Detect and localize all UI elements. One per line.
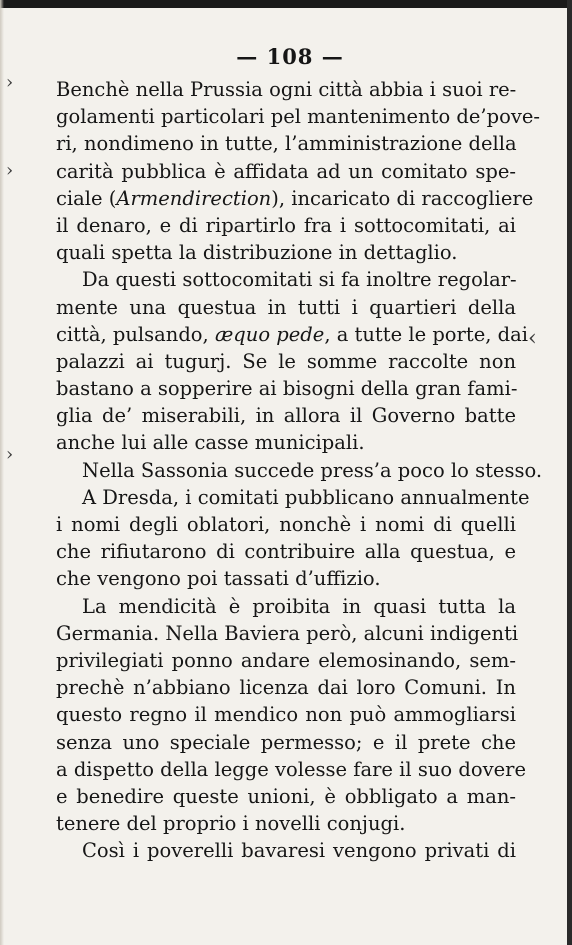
italic-text-run: æquo pede bbox=[214, 322, 325, 346]
text-run: città, pulsando, bbox=[56, 322, 215, 346]
text-line bbox=[56, 185, 534, 212]
text-line: bastano a sopperire ai bisogni della gran fami- bbox=[56, 377, 518, 401]
text-run: ciale ( bbox=[56, 186, 117, 210]
page-text-block bbox=[56, 42, 543, 864]
page-left-shadow bbox=[0, 0, 4, 945]
text-line: carità pubblica è affidata ad un comitato spe- bbox=[56, 159, 516, 183]
text-line: ri, nondimeno in tutte, l’amministrazione della bbox=[56, 132, 517, 156]
text-run: ), incaricato di raccogliere bbox=[271, 186, 534, 210]
margin-mark: › bbox=[6, 160, 14, 181]
text-line: glia de’ miserabili, in allora il Governo batte bbox=[56, 404, 516, 428]
text-line: il denaro, e di ripartirlo fra i sottocomitati, ai bbox=[56, 213, 516, 237]
text-line: palazzi ai tugurj. Se le somme raccolte non bbox=[56, 349, 516, 373]
text-line: privilegiati ponno andare elemosinando, sem- bbox=[56, 648, 516, 672]
text-line: che rifiutarono di contribuire alla questua, e bbox=[56, 540, 516, 564]
text-line: anche lui alle casse municipali. bbox=[56, 431, 365, 455]
margin-mark: ‹ bbox=[528, 326, 537, 351]
text-line: che vengono poi tassati d’uffizio. bbox=[56, 567, 381, 591]
text-line: mente una questua in tutti i quartieri della bbox=[56, 295, 516, 319]
text-line: A Dresda, i comitati pubblicano annualmente bbox=[82, 485, 530, 509]
italic-text-run: Armendirection bbox=[116, 186, 272, 210]
text-line: Da questi sottocomitati si fa inoltre regolar- bbox=[82, 268, 517, 292]
text-line bbox=[56, 321, 528, 348]
text-line: questo regno il mendico non può ammogliarsi bbox=[56, 703, 516, 727]
page-top-edge bbox=[0, 0, 572, 8]
text-line: golamenti particolari pel mantenimento de’pove- bbox=[56, 105, 540, 129]
text-line: prechè n’abbiano licenza dai loro Comuni. In bbox=[56, 676, 516, 700]
text-line: quali spetta la distribuzione in dettaglio. bbox=[56, 241, 458, 265]
page-right-edge bbox=[567, 0, 572, 945]
text-line: e benedire queste unioni, è obbligato a man- bbox=[56, 784, 516, 808]
body-text bbox=[56, 76, 543, 864]
margin-mark: › bbox=[6, 72, 14, 93]
text-line: i nomi degli oblatori, nonchè i nomi di quelli bbox=[56, 513, 516, 536]
text-line: Nella Sassonia succede press’a poco lo stesso. bbox=[82, 458, 543, 482]
text-line: a dispetto della legge volesse fare il suo dovere bbox=[56, 757, 526, 781]
text-run: , a tutte le porte, dai bbox=[324, 322, 528, 346]
text-line: La mendicità è proibita in quasi tutta la bbox=[82, 594, 516, 618]
page-number: — 108 — bbox=[236, 44, 344, 69]
text-line: Così i poverelli bavaresi vengono privati di bbox=[82, 839, 516, 863]
text-line: tenere del proprio i novelli conjugi. bbox=[56, 812, 406, 836]
text-line: senza uno speciale permesso; e il prete che bbox=[56, 730, 516, 754]
margin-mark: › bbox=[6, 444, 14, 465]
text-line: Benchè nella Prussia ogni città abbia i suoi re- bbox=[56, 78, 517, 101]
text-line: Germania. Nella Baviera però, alcuni indigenti bbox=[56, 621, 519, 645]
